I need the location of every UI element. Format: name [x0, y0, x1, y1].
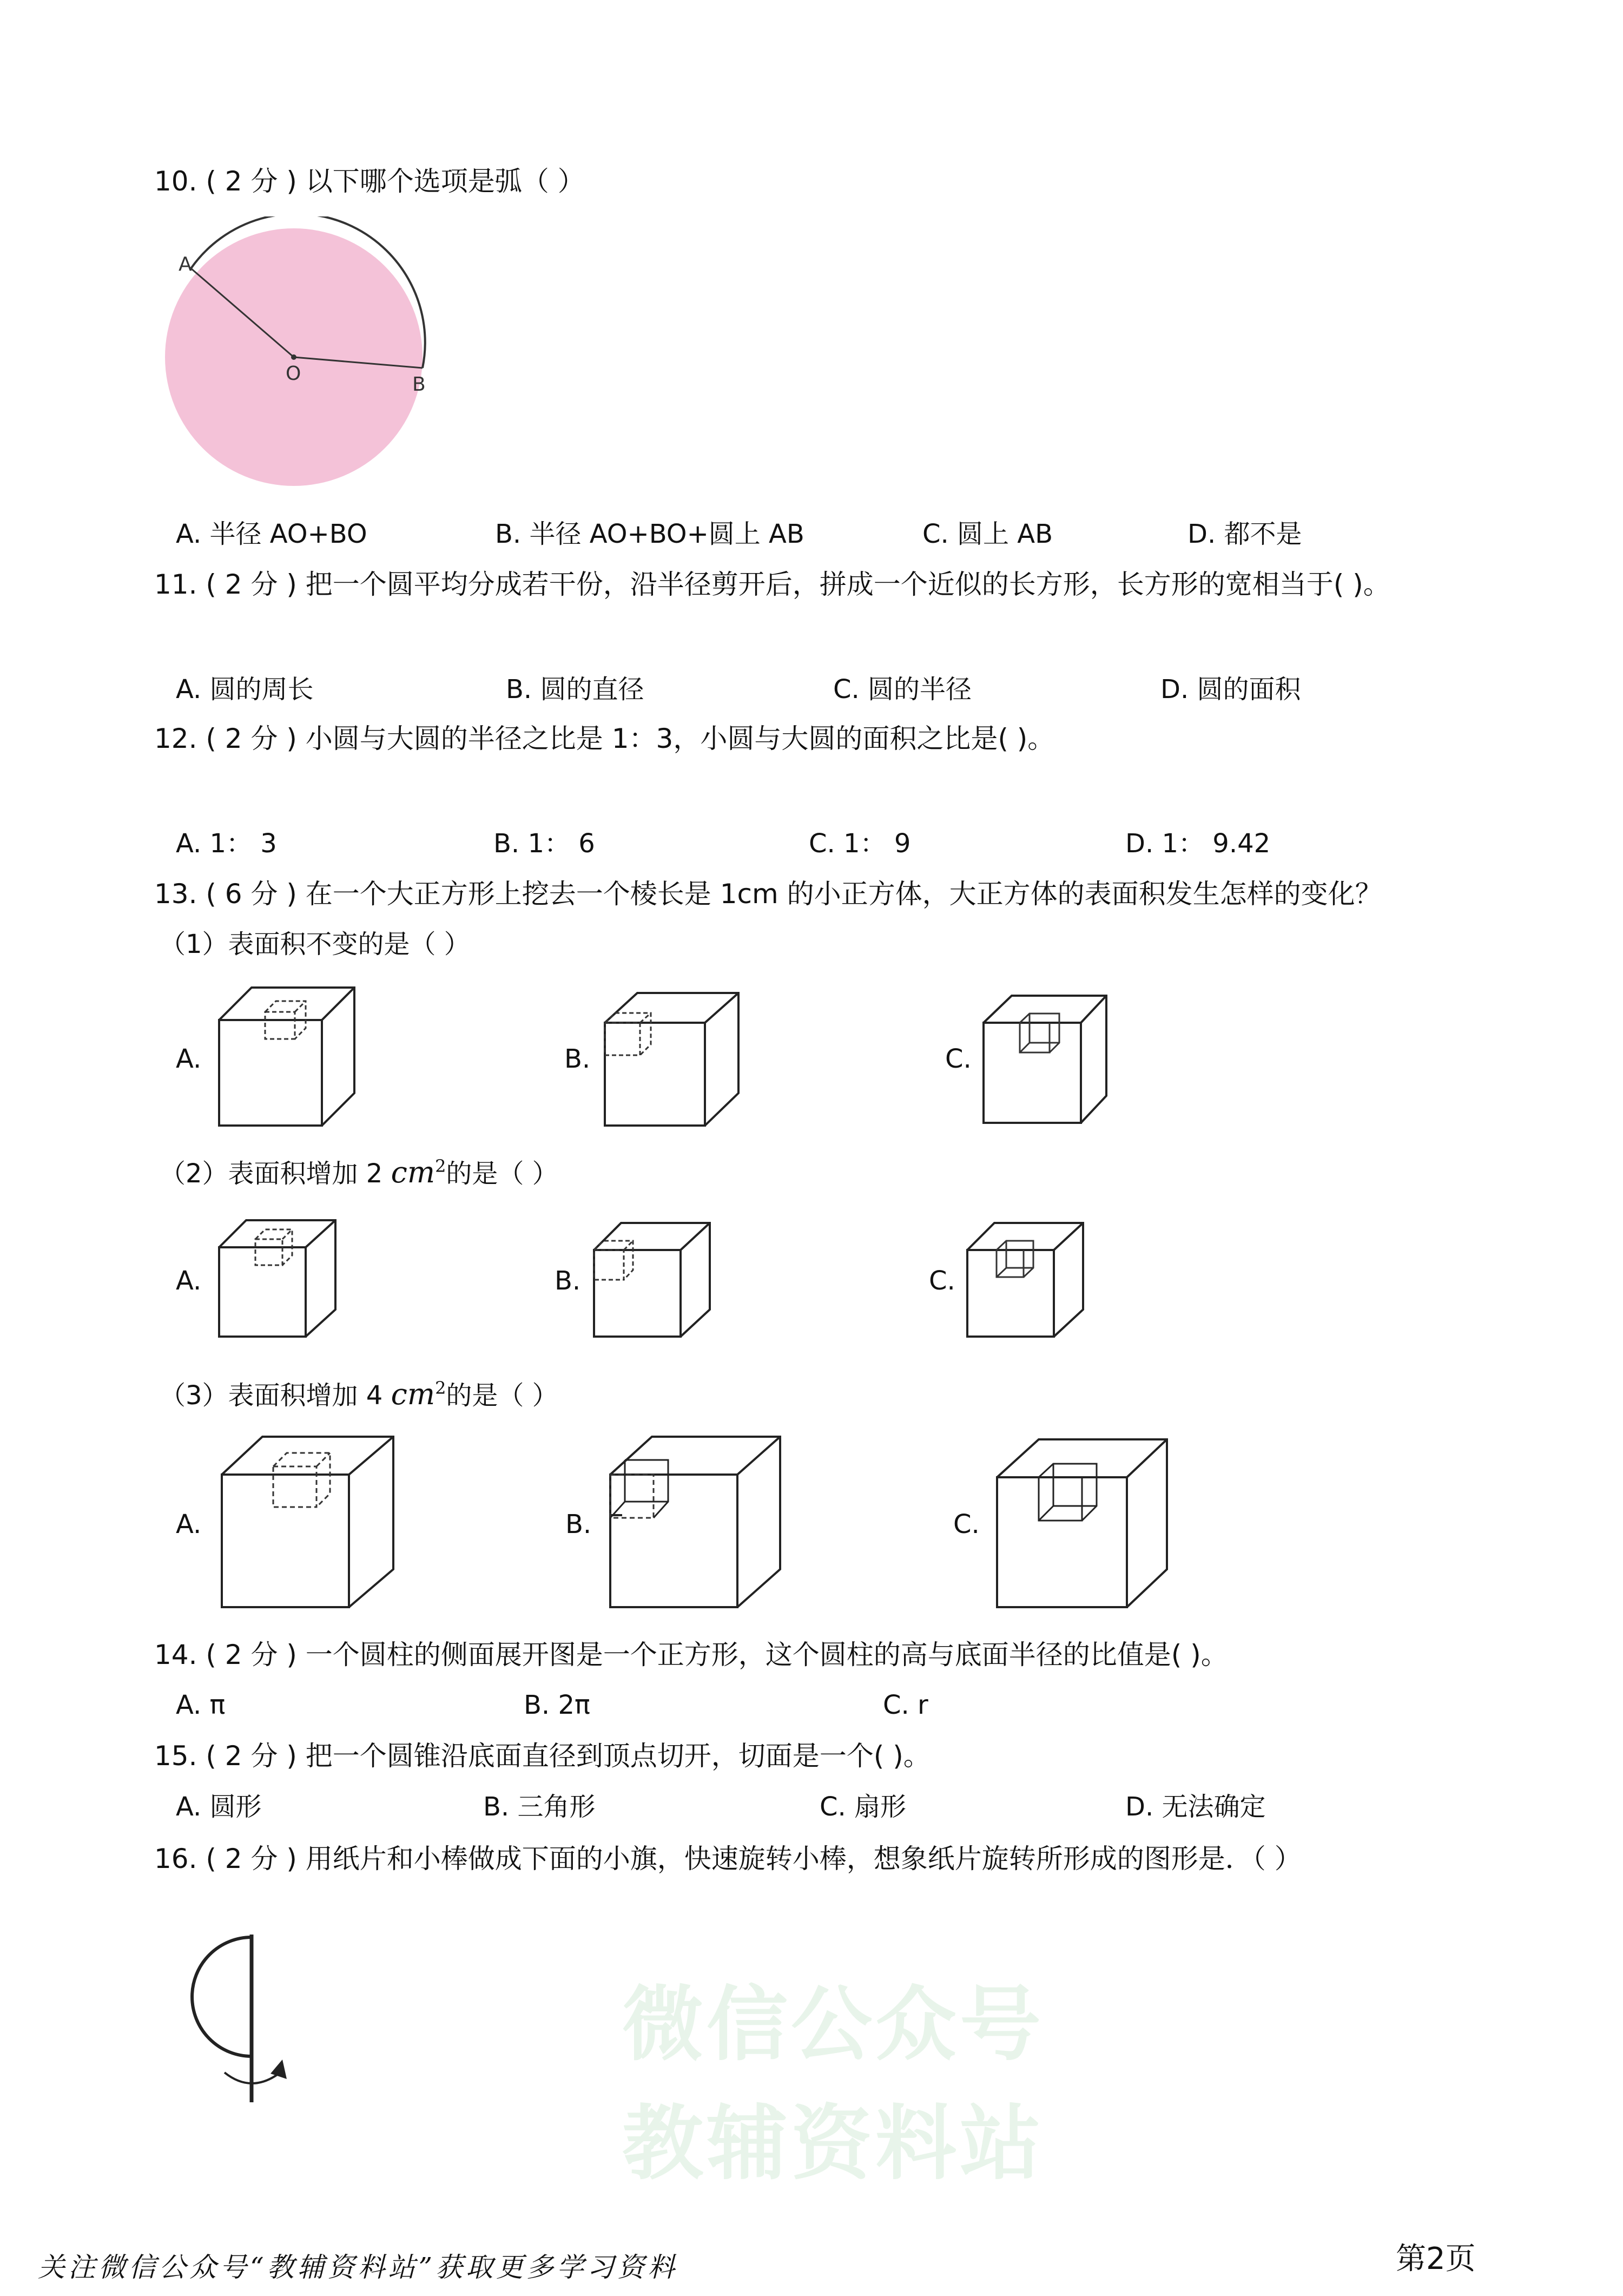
q15-option-c[interactable]: C. 扇形 [820, 1792, 907, 1822]
semicircle-flag [192, 1937, 252, 2056]
q13-sub3-unit-text: cm [391, 1377, 436, 1411]
q13-sub3-unit-exponent: 2 [435, 1378, 446, 1398]
label-o: O [286, 363, 301, 385]
question-10: 10. ( 2 分 ) 以下哪个选项是弧（ ） [154, 166, 585, 197]
q10-option-b[interactable]: B. 半径 AO+BO+圆上 AB [495, 519, 804, 549]
q15-option-d[interactable]: D. 无法确定 [1125, 1792, 1266, 1822]
watermark-line2: 教辅资料站 [622, 2097, 1045, 2191]
q11-option-c[interactable]: C. 圆的半径 [833, 674, 972, 705]
question-16: 16. ( 2 分 ) 用纸片和小棒做成下面的小旗，快速旋转小棒，想象纸片旋转所形成的图形是．（ ） [154, 1843, 1302, 1874]
q11-option-d[interactable]: D. 圆的面积 [1160, 674, 1301, 705]
footer-note: 关注微信公众号“教辅资料站”获取更多学习资料 [38, 2252, 678, 2283]
cube-3c [993, 1437, 1171, 1613]
label-b: B [412, 373, 426, 396]
watermark-line1: 微信公众号 [622, 1978, 1045, 2072]
q15-option-a[interactable]: A. 圆形 [176, 1792, 262, 1822]
cube-2b [590, 1220, 714, 1342]
q14-option-a[interactable]: A. π [176, 1690, 226, 1720]
q11-option-a[interactable]: A. 圆的周长 [176, 674, 314, 705]
circle-arc-figure [157, 216, 438, 498]
q13-sub2-prompt [160, 1150, 558, 1190]
q13-sub2-text-post: 的是（ ） [446, 1159, 558, 1189]
q13-sub2-unit-text: cm [391, 1155, 436, 1189]
q13-sub2-option-c[interactable]: C. [929, 1266, 955, 1296]
cube-1b [601, 990, 747, 1131]
q13-sub1-option-b[interactable]: B. [564, 1044, 591, 1074]
q13-sub3-option-a[interactable]: A. [176, 1509, 202, 1540]
q14-option-b[interactable]: B. 2π [524, 1690, 590, 1720]
q13-sub3-option-c[interactable]: C. [953, 1509, 980, 1540]
q13-sub2-unit-exponent: 2 [435, 1156, 446, 1176]
question-12: 12. ( 2 分 ) 小圆与大圆的半径之比是 1：3，小圆与大圆的面积之比是( )。 [154, 723, 1055, 754]
q13-sub3-text: （3）表面积增加 4 [160, 1380, 391, 1411]
q13-sub3-option-b[interactable]: B. [565, 1509, 592, 1540]
cube-2c [963, 1220, 1087, 1342]
question-11: 11. ( 2 分 ) 把一个圆平均分成若干份，沿半径剪开后，拼成一个近似的长方形，长方形的宽相当于( )。 [154, 569, 1390, 600]
q12-option-c[interactable]: C. 1： 9 [809, 828, 911, 859]
q13-sub2-option-a[interactable]: A. [176, 1266, 202, 1296]
q12-option-b[interactable]: B. 1： 6 [493, 828, 595, 859]
question-14: 14. ( 2 分 ) 一个圆柱的侧面展开图是一个正方形，这个圆柱的高与底面半径的比值是( )。 [154, 1639, 1228, 1670]
q15-option-b[interactable]: B. 三角形 [483, 1792, 596, 1822]
q12-option-a[interactable]: A. 1： 3 [176, 828, 277, 859]
q13-sub1-prompt [160, 928, 470, 960]
cube-1a [216, 985, 362, 1131]
q10-option-c[interactable]: C. 圆上 AB [922, 519, 1053, 549]
q10-option-d[interactable]: D. 都不是 [1187, 519, 1302, 549]
q11-option-b[interactable]: B. 圆的直径 [506, 674, 644, 705]
question-15: 15. ( 2 分 ) 把一个圆锥沿底面直径到顶点切开，切面是一个( )。 [154, 1740, 931, 1772]
cube-1c [979, 993, 1112, 1128]
center-point [291, 354, 296, 360]
cube-3b [606, 1434, 784, 1613]
rotation-arrowhead-icon [270, 2060, 287, 2079]
q13-sub1-option-c[interactable]: C. [945, 1044, 972, 1074]
q13-sub2-option-b[interactable]: B. [555, 1266, 581, 1296]
q13-sub3-unit [391, 1377, 446, 1411]
page-number: 第2页 [1396, 2241, 1476, 2277]
q10-option-a[interactable]: A. 半径 AO+BO [176, 519, 367, 549]
rotating-flag-figure [184, 1926, 292, 2105]
q13-sub3-text-post: 的是（ ） [446, 1380, 558, 1411]
q12-option-d[interactable]: D. 1： 9.42 [1125, 828, 1271, 859]
q13-sub2-unit [391, 1155, 446, 1189]
q13-sub2-text: （2）表面积增加 2 [160, 1159, 391, 1189]
question-13: 13. ( 6 分 ) 在一个大正方形上挖去一个棱长是 1cm 的小正方体，大正方体的表面积发生怎样的变化？ [154, 878, 1382, 910]
label-a: A [179, 253, 192, 275]
cube-3a [219, 1434, 398, 1613]
q14-option-c[interactable]: C. r [883, 1690, 928, 1720]
cube-2a [216, 1218, 341, 1339]
q13-sub3-prompt [160, 1372, 558, 1412]
q13-sub1-text: （1）表面积不变的是（ ） [160, 929, 470, 959]
q13-sub1-option-a[interactable]: A. [176, 1044, 202, 1074]
